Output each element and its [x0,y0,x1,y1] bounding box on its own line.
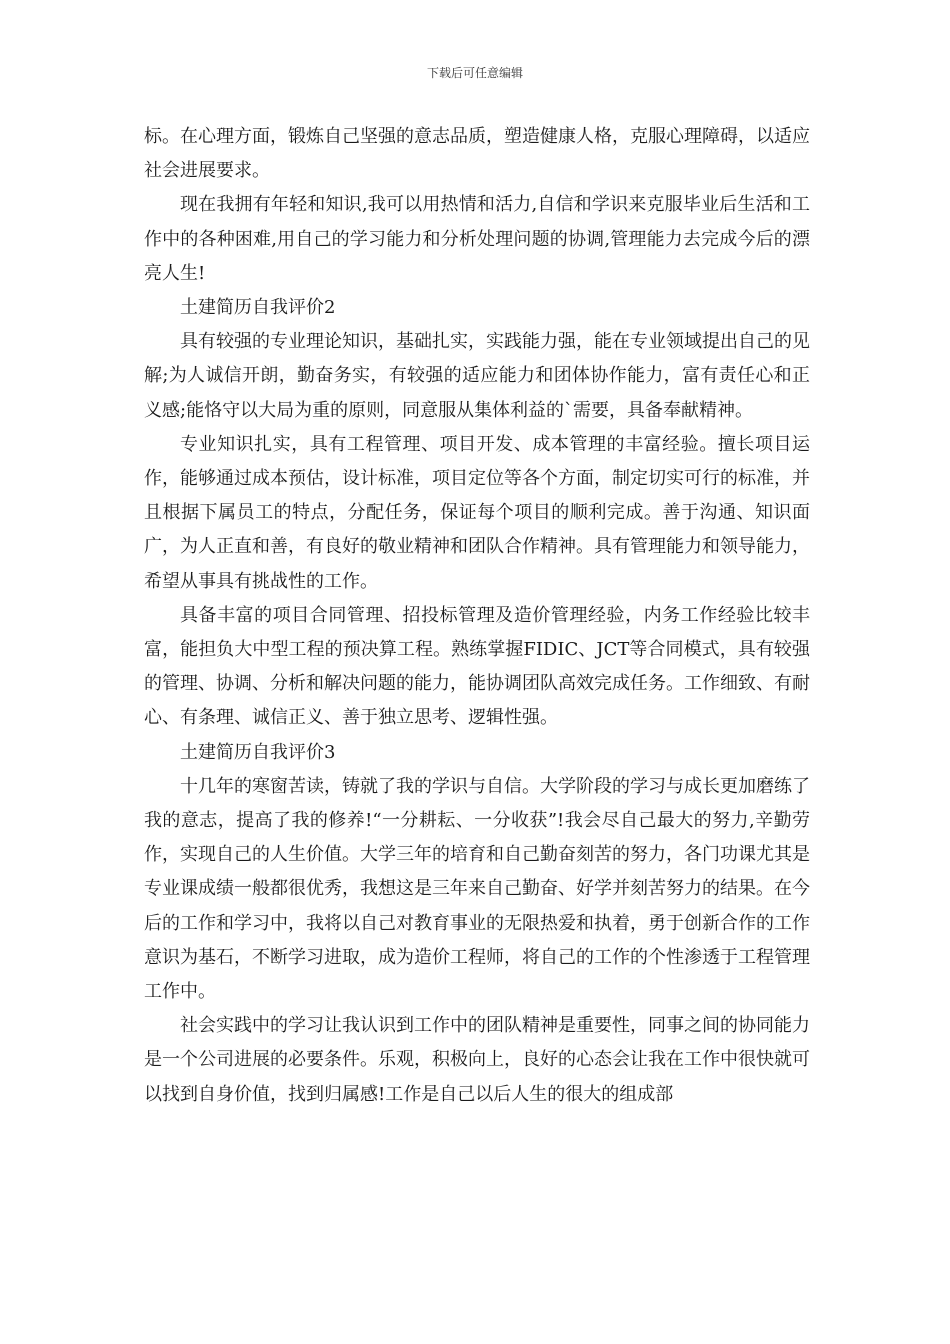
paragraph-body: 现在我拥有年轻和知识,我可以用热情和活力,自信和学识来克服毕业后生活和工作中的各种困难,用自己的学习能力和分析处理问题的协调,管理能力去完成今后的漂亮人生! [144,194,810,284]
section-heading: 土建简历自我评价3 [180,741,336,763]
page-header: 下载后可任意编辑 [426,66,523,80]
paragraph-body: 具备丰富的项目合同管理、招投标管理及造价管理经验，内务工作经验比较丰富，能担负大中型工程的预决算工程。熟练掌握FIDIC、JCT等合同模式，具有较强的管理、协调、分析和解决问题的能力，能协调团队高效完成任务。工作细致、有耐心、有条理、诚信正义、善于独立思考、逻辑性强。 [144,604,810,729]
paragraph-continuation: 标。在心理方面，锻炼自己坚强的意志品质，塑造健康人格，克服心理障碍，以适应社会进展要求。 [144,126,810,182]
paragraph-body: 具有较强的专业理论知识，基础扎实，实践能力强，能在专业领域提出自己的见解;为人诚信开朗，勤奋务实，有较强的适应能力和团体协作能力，富有责任心和正义感;能恪守以大局为重的原则，同意服从集体利益的`需要，具备奉献精神。 [144,331,810,421]
paragraph-body: 社会实践中的学习让我认识到工作中的团队精神是重要性，同事之间的协同能力是一个公司进展的必要条件。乐观，积极向上，良好的心态会让我在工作中很快就可以找到自身价值，找到归属感!工作是自己以后人生的很大的组成部 [144,1015,810,1105]
document-body [144,120,810,1112]
section-heading: 土建简历自我评价2 [180,297,336,319]
paragraph-body: 专业知识扎实，具有工程管理、项目开发、成本管理的丰富经验。擅长项目运作，能够通过成本预估，设计标准，项目定位等各个方面，制定切实可行的标准，并且根据下属员工的特点，分配任务，保证每个项目的顺利完成。善于沟通、知识面广，为人正直和善，有良好的敬业精神和团队合作精神。具有管理能力和领导能力，希望从事具有挑战性的工作。 [144,433,810,592]
paragraph-body: 十几年的寒窗苦读，铸就了我的学识与自信。大学阶段的学习与成长更加磨练了我的意志，提高了我的修养!“一分耕耘、一分收获”!我会尽自己最大的努力,辛勤劳作，实现自己的人生价值。大学三年的培育和自己勤奋刻苦的努力，各门功课尤其是专业课成绩一般都很优秀，我想这是三年来自己勤奋、好学并刻苦努力的结果。在今后的工作和学习中，我将以自己对教育事业的无限热爱和执着，勇于创新合作的工作意识为基石，不断学习进取，成为造价工程师，将自己的工作的个性渗透于工程管理工作中。 [144,775,810,1003]
